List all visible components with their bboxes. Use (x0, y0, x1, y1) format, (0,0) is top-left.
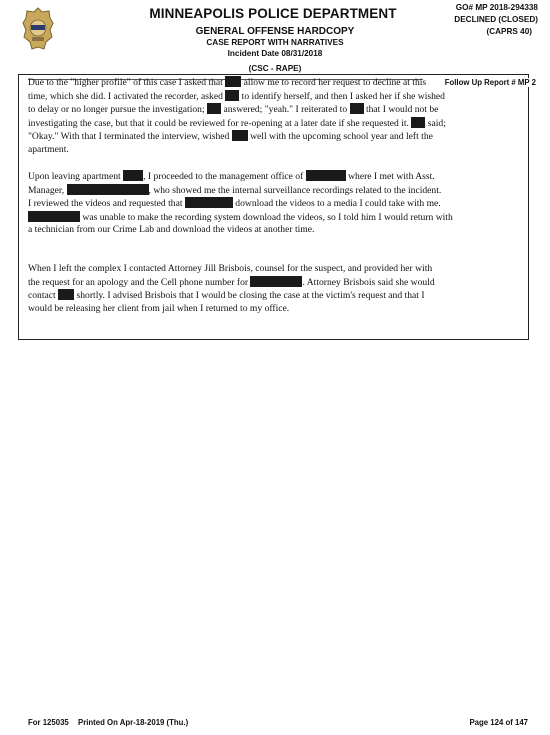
narrative-text: allow me to record her request to (241, 77, 373, 88)
narrative-line (28, 144, 533, 157)
narrative-text: time, which she did. I activated the recorder, asked (28, 90, 226, 102)
redaction-block (58, 289, 74, 300)
redaction-block (225, 90, 239, 101)
footer-page: Page 124 of 147 (469, 718, 528, 727)
narrative-text: would be releasing her client from jail when I returned to my office. (28, 302, 290, 314)
narrative-line (28, 224, 533, 237)
narrative-line (28, 211, 533, 225)
narrative-text: apartment. (28, 143, 69, 155)
case-number: GO# MP 2018-294338 (455, 3, 538, 12)
narrative-text: decline at this (372, 77, 427, 88)
narrative-line (28, 184, 533, 198)
offense-label: (CSC - RAPE) (248, 64, 302, 73)
report-subtitle: GENERAL OFFENSE HARDCOPY (195, 26, 355, 37)
narrative-text: When I left the complex I contacted Attorney Jill Brisbois, counsel for the suspect, and provided her with (28, 263, 433, 274)
narrative-text: to delay or no longer pursue the investigation; (28, 104, 208, 115)
footer-printed: Printed On Apr-18-2019 (Thu.) (78, 718, 189, 727)
narrative-text: to identify herself, and then I asked her if she wished (239, 90, 445, 102)
redaction-block (225, 76, 241, 87)
footer-form: For 125035 (28, 718, 69, 727)
narrative-line (28, 117, 533, 131)
narrative-text: download the videos to a media I could take with me. (232, 198, 441, 209)
redaction-block (411, 117, 425, 128)
redaction-block (28, 211, 80, 222)
narrative-line (28, 76, 533, 90)
case-status: DECLINED (CLOSED) (454, 15, 538, 24)
narrative-text: was unable to make the recording system download the videos, so I told him I would return with (80, 211, 453, 223)
narrative-paragraph-1 (28, 76, 533, 156)
narrative-line (28, 303, 533, 316)
narrative-line (28, 130, 533, 144)
redaction-block (250, 276, 302, 287)
narrative-text: "Okay." With that I terminated the interview, wished (28, 131, 232, 142)
narrative-text: a technician from our Crime Lab and download the videos at another time. (28, 224, 315, 235)
page-title: MINNEAPOLIS POLICE DEPARTMENT (149, 6, 397, 21)
narrative-text: , I proceeded to the management office of (143, 171, 306, 182)
narrative-paragraph-3 (28, 263, 533, 315)
narrative-line (28, 276, 533, 290)
narrative-text: shortly. I advised Brisbois that I would be closing the case at the victim's request and that I (74, 290, 425, 301)
narrative-text: Manager, (28, 184, 67, 196)
narrative-text: that I would not be (363, 104, 439, 115)
narrative-paragraph-2 (28, 170, 533, 237)
narrative-line (28, 197, 533, 211)
redaction-block (207, 103, 221, 114)
narrative-line (28, 170, 533, 184)
follow-up-label: Follow Up Report # MP 2 (444, 78, 536, 87)
redaction-block (123, 170, 143, 181)
narrative-text: well with the upcoming school year and left the (247, 131, 433, 142)
redaction-block (232, 130, 248, 141)
redaction-block (350, 103, 364, 114)
narrative-line (28, 289, 533, 303)
report-type: CASE REPORT WITH NARRATIVES (206, 38, 344, 47)
narrative-text: said; (425, 117, 446, 129)
redaction-block (67, 184, 149, 195)
narrative-text: . Attorney Brisbois said she would (302, 276, 435, 288)
redaction-block (306, 170, 346, 181)
narrative-text: Upon leaving apartment (28, 171, 124, 182)
narrative-text: the request for an apology and the Cell phone number for (28, 276, 251, 288)
narrative-text: I reviewed the videos and requested that (28, 198, 185, 209)
narrative-text: answered; "yeah." I reiterated to (221, 104, 350, 115)
caprs-code: (CAPRS 40) (486, 27, 532, 36)
redaction-block (185, 197, 233, 208)
narrative-text: contact (28, 290, 59, 301)
narrative-text: Due to the "higher profile" of this case I asked that (28, 77, 226, 88)
narrative-text: investigating the case, but that it could be reviewed for re-opening at a later date if she requested it. (28, 117, 412, 129)
narrative-line (28, 263, 533, 276)
incident-date: Incident Date 08/31/2018 (227, 49, 323, 58)
narrative-text: where I met with Asst. (345, 171, 435, 182)
narrative-line (28, 90, 533, 104)
narrative-text: , who showed me the internal surveillance recordings related to the incident. (148, 184, 442, 196)
narrative-line (28, 103, 533, 117)
